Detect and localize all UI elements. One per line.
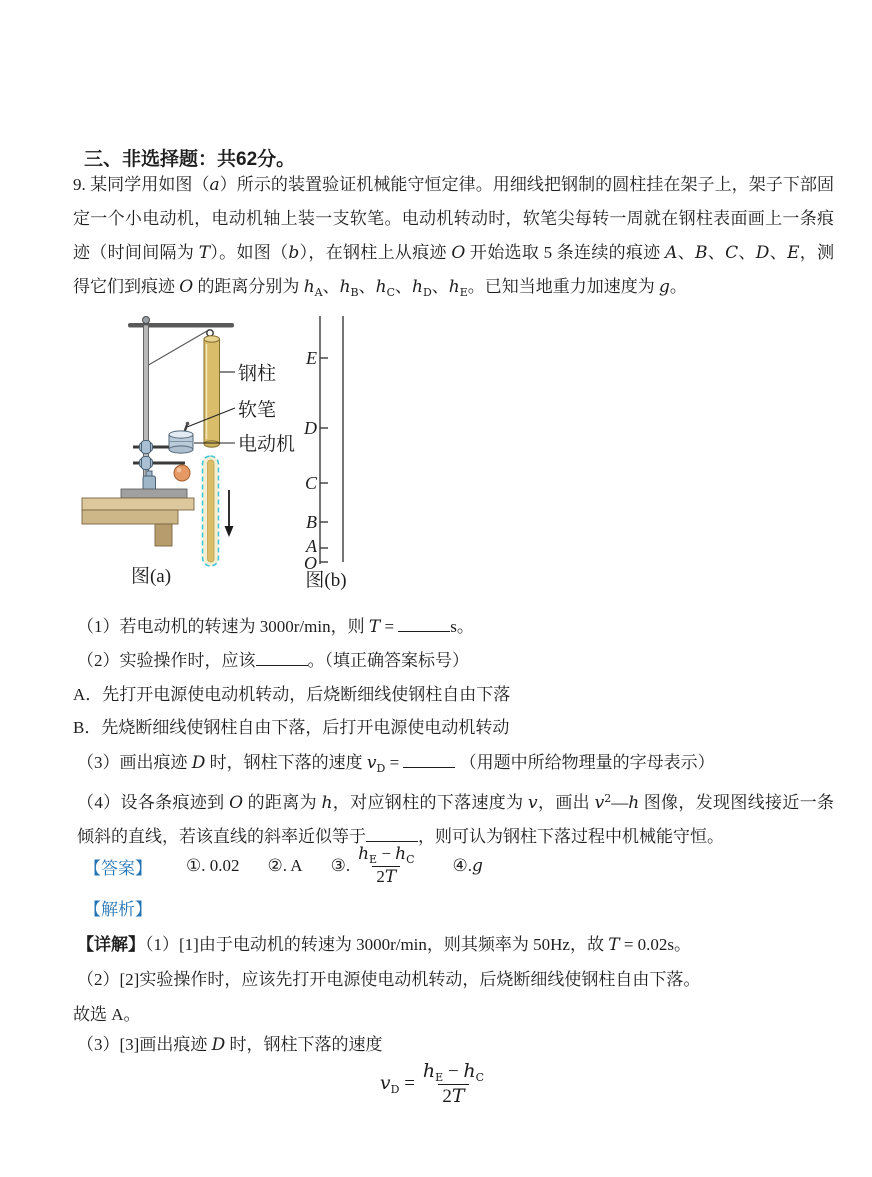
detail-line-1: 【详解】（1）[1]由于电动机的转速为 3000r/min，则其频率为 50Hz，故 T = 0.02s。 (77, 935, 692, 955)
stand-knob (143, 317, 150, 324)
sub-question-2: （2）实验操作时，应该 。（填正确答案标号） (77, 646, 469, 671)
figure-apparatus-and-ruler (76, 306, 386, 596)
answer-item-3-prefix: ③. (330, 855, 351, 875)
trace-mark-letters (303, 348, 318, 573)
sub-question-3: （3）画出痕迹 D 时，钢柱下落的速度 $v_D$ = （用题中所给物理量的字母表示） (77, 748, 715, 775)
answer-fraction (354, 844, 418, 888)
sub-question-4: （4）设各条痕迹到 O 的距离为 h，对应钢柱的下落速度为 v，画出 $v^2—h$ 图像，发现图线接近一条倾斜的直线，若该直线的斜率近似等于 ，则可认为钢柱下落过程中机械能守恒。 (77, 792, 835, 846)
down-arrow-head (225, 526, 234, 537)
trace-ticks (320, 358, 328, 562)
table-top (82, 498, 194, 510)
formula-lhs: $v_D$ = (379, 1072, 415, 1097)
question-9-stem: 9. 某同学用如图（a）所示的装置验证机械能守恒定律。用细线把钢制的圆柱挂在架子上，架子下部固定一个小电动机，电动机轴上装一支软笔。电动机转动时，软笔尖每转一周就在钢柱表面画上一条痕迹（时间间隔为 T）。如图（b），在钢柱上从痕迹 O 开始选取 5 条连续的痕迹 A、B、C、D、E，测得它们到痕迹 O 的距离分别为 $h_A$、$h_B$、$h_C$、$h_D$、$h_E$。已知当地重力加速度为 g。 (73, 175, 835, 299)
detail-line-3: 故选 A。 (73, 1005, 141, 1024)
answer-label: 【答案】 (84, 858, 152, 878)
answer-item-3 (331, 844, 423, 888)
mark-E: E (306, 348, 317, 368)
ghost-inner-stripe (208, 460, 215, 562)
table-front (82, 510, 178, 524)
apparatus-diagram (82, 317, 295, 588)
mark-D: D (304, 418, 317, 438)
motor-bottom (169, 446, 193, 453)
trace-ruler-diagram (303, 316, 347, 591)
answer-item-4: ④. g (452, 856, 483, 876)
answer-item-1: ①. 0.02 (186, 856, 240, 875)
clamp-lower (140, 457, 153, 470)
answer-row (84, 842, 483, 890)
motor-label: 电动机 (238, 434, 296, 455)
formula-numerator: $h_E - h_C$ (422, 1060, 485, 1084)
detail-line-2: （2）[2]实验操作时，应该先打开电源使电动机转动，后烧断细线使钢柱自由下落。 (77, 970, 701, 989)
velocity-formula (0, 1060, 872, 1109)
clamp-upper (140, 441, 153, 454)
steel-column-label: 钢柱 (238, 363, 277, 385)
option-B: B．先烧断细线使钢柱自由下落，后打开电源使电动机转动 (73, 718, 510, 737)
motor-top (169, 431, 193, 438)
option-A: A．先打开电源使电动机转动，后烧断细线使钢柱自由下落 (73, 685, 511, 704)
formula-denominator: 2T (438, 1084, 468, 1109)
detail-line-4: （3）[3]画出痕迹 D 时，钢柱下落的速度 (77, 1035, 383, 1055)
mark-B: B (306, 512, 317, 532)
mark-A: A (306, 536, 317, 556)
soft-pen-label: 软笔 (238, 400, 277, 421)
pen-tip (186, 422, 190, 426)
mark-C: C (304, 473, 317, 493)
fraction-numerator: $h_E - h_C$ (358, 844, 415, 867)
ball-weight (174, 465, 190, 481)
formula-fraction (419, 1060, 488, 1109)
base-plate (121, 489, 187, 498)
hook (207, 330, 213, 336)
section-title: 三、非选择题：共62分。 (84, 149, 296, 170)
ball-highlight (177, 468, 182, 473)
analysis-label: 【解析】 (84, 900, 152, 919)
support-thread (149, 331, 208, 365)
caption-figure-a: 图(a) (130, 566, 172, 587)
answer-item-2: ②. A (267, 856, 303, 875)
cylinder-top (204, 336, 219, 342)
cylinder-bottom (204, 441, 219, 447)
mark-O: O (304, 553, 317, 573)
sub-question-1: （1）若电动机的转速为 3000r/min，则 T = s。 (77, 612, 474, 637)
fraction-denominator: 2T (372, 866, 400, 887)
table-leg (155, 524, 172, 546)
caption-figure-b: 图(b) (305, 570, 347, 591)
